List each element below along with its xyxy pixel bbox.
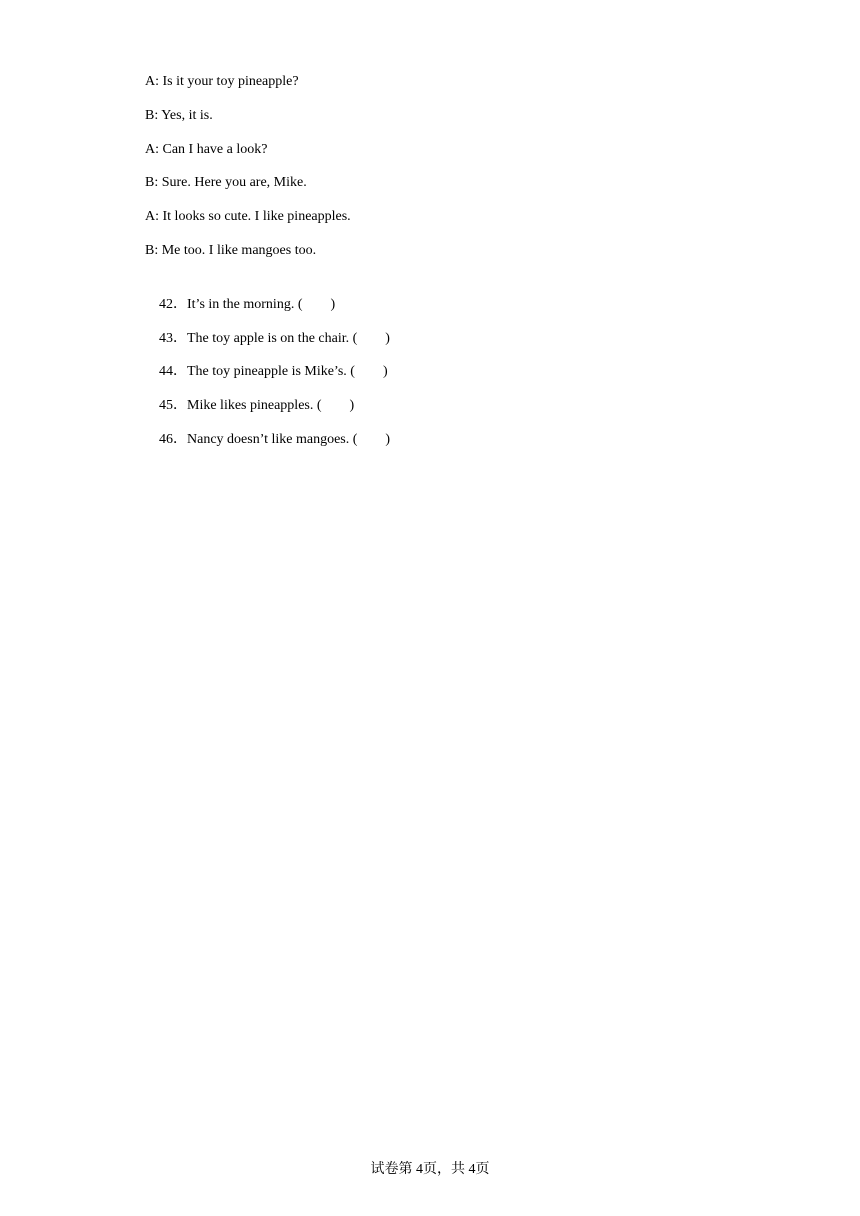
question-item — [145, 275, 745, 312]
dialogue-line: A: Can I have a look? — [145, 141, 268, 157]
dialogue-line: A: It looks so cute. I like pineapples. — [145, 209, 351, 225]
question-text: Mike likes pineapples. ( ) — [187, 398, 355, 414]
dialogue-line: B: Sure. Here you are, Mike. — [145, 175, 307, 191]
exam-content — [145, 72, 745, 447]
question-number: 43． — [159, 330, 187, 346]
dialogue-line: B: Yes, it is. — [145, 107, 213, 123]
question-text: The toy pineapple is Mike’s. ( ) — [187, 364, 388, 380]
question-text: It’s in the morning. ( ) — [187, 296, 336, 312]
question-number: 45． — [159, 398, 187, 414]
dialogue-line: B: Me too. I like mangoes too. — [145, 242, 317, 258]
dialogue-line: A: Is it your toy pineapple? — [145, 74, 299, 89]
question-number: 46． — [159, 431, 187, 447]
page-footer: 试卷第 4页，共 4页 — [370, 1162, 490, 1177]
question-number: 42． — [159, 296, 187, 312]
question-text: Nancy doesn’t like mangoes. ( ) — [187, 431, 391, 447]
question-text: The toy apple is on the chair. ( ) — [187, 330, 390, 346]
question-number: 44． — [159, 364, 187, 380]
